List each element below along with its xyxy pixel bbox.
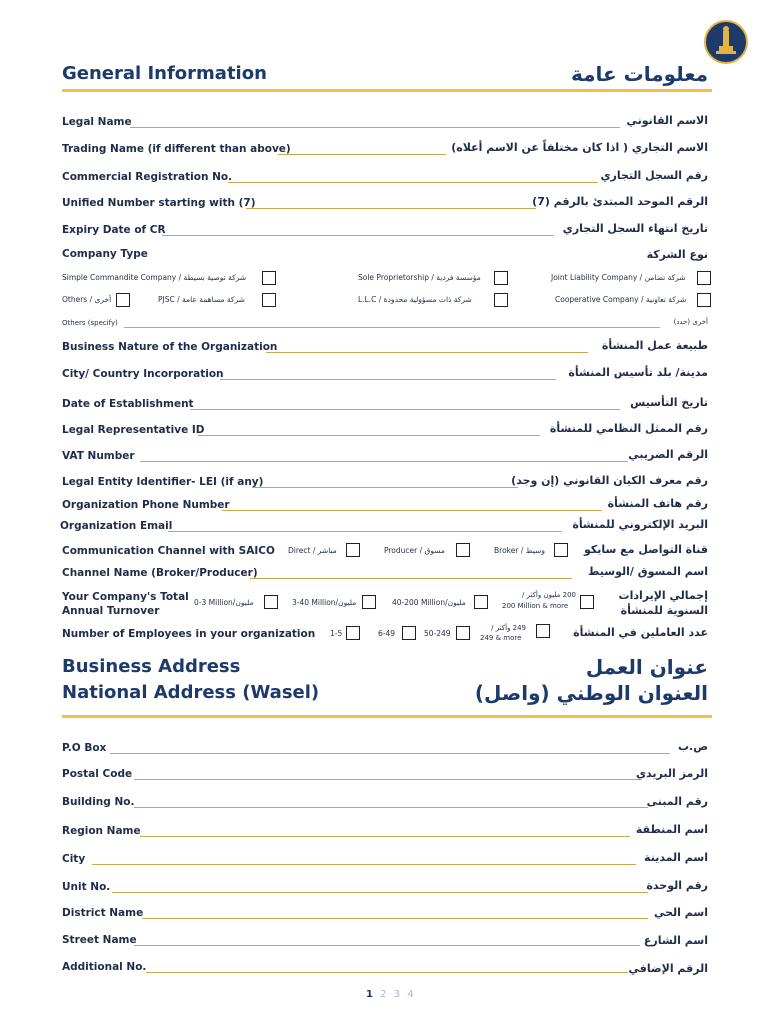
option-label: Others / أخرى: [62, 295, 112, 304]
turnover-label-en-1: Your Company's Total: [62, 591, 189, 603]
field-line-others-specify[interactable]: [124, 327, 660, 328]
employees-1-5-checkbox[interactable]: [346, 626, 360, 640]
field-label-ar: البريد الإلكتروني للمنشأة: [572, 518, 708, 531]
option-label: Cooperative Company / شركة تعاونية: [555, 295, 687, 304]
business-address-title-ar: عنوان العمل: [585, 655, 708, 679]
field-label-ar: اسم الشارع: [643, 934, 708, 947]
field-label-ar: رقم معرف الكيان القانوني (إن وجد): [511, 474, 708, 487]
field-label-en: Unified Number starting with (7): [62, 197, 256, 209]
national-address-title-ar: العنوان الوطني (واصل): [474, 681, 708, 705]
page-indicator: [366, 989, 416, 1000]
field-label-en: VAT Number: [62, 450, 135, 462]
field-label-ar: الرقم الموحد المبتدئ بالرقم (7): [532, 195, 708, 208]
emblem-icon: [704, 20, 748, 64]
turnover-label-en-2: Annual Turnover: [62, 605, 160, 617]
field-label-ar: رقم السجل التجاري: [600, 169, 708, 182]
field-label-en: Region Name: [62, 825, 141, 837]
field-line-building-no[interactable]: [134, 807, 648, 808]
field-label-ar: تاريخ التأسيس: [630, 396, 708, 409]
option-label: Direct / مباشر: [288, 546, 337, 555]
page-title-ar: معلومات عامة: [570, 62, 708, 86]
field-line-district[interactable]: [142, 918, 648, 919]
field-label-en: Commercial Registration No.: [62, 171, 233, 183]
company-type-label-en: Company Type: [62, 248, 148, 260]
option-label: 0-3 Million/مليون: [194, 598, 254, 607]
employees-label-ar: عدد العاملين في المنشأة: [573, 626, 708, 639]
field-label-ar: رقم الممثل النظامي للمنشأة: [549, 422, 708, 435]
option-label: 50-249: [424, 629, 451, 638]
field-line-trading-name[interactable]: [278, 154, 446, 155]
field-line-cr-number[interactable]: [228, 182, 598, 183]
field-label-en: Legal Name: [62, 116, 132, 128]
field-label-en: Organization Email: [60, 520, 173, 532]
field-label-en: Organization Phone Number: [62, 499, 230, 511]
turnover-last-en: 200 Million & more: [502, 602, 569, 610]
channel-producer-checkbox[interactable]: [456, 543, 470, 557]
option-label: Producer / مسوق: [384, 546, 445, 555]
field-label-ar: الرمز البريدي: [635, 767, 708, 780]
field-line-unit-no[interactable]: [112, 892, 648, 893]
company-type-label-ar: نوع الشركة: [646, 248, 708, 261]
business-address-title-en: Business Address: [62, 656, 241, 677]
field-line-vat[interactable]: [140, 461, 628, 462]
option-label: Joint Liability Company / شركة تضامن: [551, 273, 686, 282]
option-label: Broker / وسيط: [494, 546, 546, 555]
field-line-street[interactable]: [134, 945, 640, 946]
field-line-postal-code[interactable]: [134, 779, 640, 780]
field-line-email[interactable]: [168, 531, 562, 532]
company-type-cooperative-checkbox[interactable]: [697, 293, 711, 307]
header-divider: [62, 89, 712, 92]
company-type-simple-commandite-checkbox[interactable]: [262, 271, 276, 285]
field-line-city[interactable]: [92, 864, 636, 865]
option-label: 40-200 Million/مليون: [392, 598, 466, 607]
field-label-en: Unit No.: [62, 881, 111, 893]
turnover-label-ar-1: إجمالي الإيرادات: [618, 589, 708, 602]
field-line-po-box[interactable]: [110, 753, 670, 754]
company-type-joint-liability-checkbox[interactable]: [697, 271, 711, 285]
field-label-en: Legal Representative ID: [62, 424, 205, 436]
field-label-en: Additional No.: [62, 961, 147, 973]
field-line-region[interactable]: [140, 836, 630, 837]
option-label: 3-40 Million/مليون: [292, 598, 357, 607]
field-label-en: City/ Country Incorporation: [62, 368, 224, 380]
others-specify-label-en: Others (specify): [62, 319, 118, 327]
field-label-en: Expiry Date of CR: [62, 224, 166, 236]
national-address-title-en: National Address (Wasel): [62, 682, 320, 703]
channel-name-label-en: Channel Name (Broker/Producer): [62, 567, 258, 579]
turnover-40-200-checkbox[interactable]: [474, 595, 488, 609]
field-label-ar: ص.ب: [677, 740, 708, 753]
field-label-en: City: [62, 853, 86, 865]
field-label-ar: رقم المبنى: [646, 795, 708, 808]
field-line-additional-no[interactable]: [146, 972, 628, 973]
option-label: 1-5: [330, 629, 343, 638]
company-type-llc-checkbox[interactable]: [494, 293, 508, 307]
field-line-channel-name[interactable]: [250, 578, 572, 579]
company-type-sole-proprietorship-checkbox[interactable]: [494, 271, 508, 285]
turnover-last-ar: 200 مليون وأكثر /: [522, 591, 576, 599]
address-divider: [62, 715, 712, 718]
turnover-0-3-checkbox[interactable]: [264, 595, 278, 609]
field-label-en: Building No.: [62, 796, 135, 808]
employees-label-en: Number of Employees in your organization: [62, 628, 316, 640]
field-label-ar: الرقم الضريبي: [628, 448, 708, 461]
employees-last-ar: 249 وأكثر /: [491, 624, 526, 632]
field-label-ar: رقم الوحدة: [646, 879, 708, 892]
field-label-en: P.O Box: [62, 742, 107, 754]
option-label: Sole Proprietorship / مؤسسة فردية: [358, 273, 481, 282]
channel-label-ar: قناة التواصل مع سايكو: [583, 543, 708, 556]
channel-broker-checkbox[interactable]: [554, 543, 568, 557]
channel-label-en: Communication Channel with SAICO: [62, 545, 275, 557]
channel-name-label-ar: اسم المسوق /الوسيط: [588, 565, 708, 578]
field-line-unified-number[interactable]: [246, 208, 536, 209]
field-label-ar: الاسم القانوني: [626, 114, 708, 127]
field-line-business-nature[interactable]: [266, 352, 588, 353]
field-label-en: Date of Establishment: [62, 398, 194, 410]
field-label-ar: طبيعة عمل المنشأة: [601, 339, 708, 352]
employees-6-49-checkbox[interactable]: [402, 626, 416, 640]
field-label-en: Trading Name (if different than above): [62, 143, 291, 155]
page-rest: 2 3 4: [380, 989, 416, 1000]
page-current: 1: [366, 989, 375, 1000]
field-label-ar: اسم المدينة: [644, 851, 708, 864]
employees-50-249-checkbox[interactable]: [456, 626, 470, 640]
employees-249-more-checkbox[interactable]: [536, 624, 550, 638]
others-specify-label-ar: أخرى (حدد): [673, 318, 708, 326]
field-label-en: Business Nature of the Organization: [62, 341, 278, 353]
option-label: PJSC / شركة مساهمة عامة: [158, 295, 245, 304]
option-label: 6-49: [378, 629, 396, 638]
field-line-lei[interactable]: [252, 487, 518, 488]
turnover-200-more-checkbox[interactable]: [580, 595, 594, 609]
field-line-city-country[interactable]: [220, 379, 556, 380]
field-line-phone[interactable]: [222, 510, 602, 511]
employees-last-en: 249 & more: [480, 634, 522, 642]
turnover-label-ar-2: السنوية للمنشأة: [620, 604, 708, 617]
field-label-ar: مدينة/ بلد تأسيس المنشأة: [568, 366, 708, 379]
field-line-cr-expiry[interactable]: [162, 235, 554, 236]
field-label-ar: اسم الحي: [653, 906, 708, 919]
field-label-ar: الاسم التجاري ( اذا كان مختلفاً عن الاسم أعلاه): [451, 141, 708, 154]
company-type-pjsc-checkbox[interactable]: [262, 293, 276, 307]
field-label-ar: رقم هاتف المنشأة: [607, 497, 708, 510]
field-line-establishment-date[interactable]: [190, 409, 620, 410]
field-label-en: Postal Code: [62, 768, 133, 780]
field-label-en: District Name: [62, 907, 144, 919]
channel-direct-checkbox[interactable]: [346, 543, 360, 557]
field-label-en: Street Name: [62, 934, 137, 946]
company-type-others-checkbox[interactable]: [116, 293, 130, 307]
field-label-ar: اسم المنطقة: [635, 823, 708, 836]
option-label: L.L.C / شركة ذات مسؤولية محدودة: [358, 295, 472, 304]
page-title-en: General Information: [62, 63, 267, 84]
field-label-ar: تاريخ انتهاء السجل التجاري: [562, 222, 708, 235]
turnover-3-40-checkbox[interactable]: [362, 595, 376, 609]
field-line-legal-name[interactable]: [130, 127, 620, 128]
field-label-en: Legal Entity Identifier- LEI (if any): [62, 476, 264, 488]
field-line-legal-rep-id[interactable]: [198, 435, 540, 436]
option-label: Simple Commandite Company / شركة توصية بسيطة: [62, 273, 247, 282]
field-label-ar: الرقم الإضافي: [628, 962, 708, 975]
